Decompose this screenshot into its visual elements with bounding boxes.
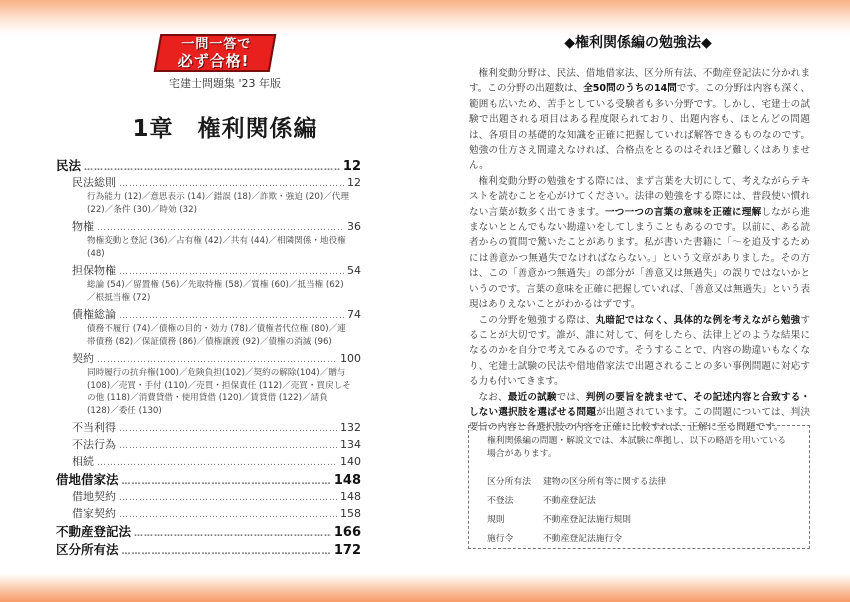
toc-entry-land-house-lease-act[interactable] <box>56 470 361 488</box>
toc-label: 不法行為 <box>72 438 116 451</box>
study-method-body <box>469 66 810 436</box>
toc-page: 54 <box>347 264 361 277</box>
series-logo <box>154 34 277 72</box>
toc-label: 民法 <box>56 158 82 173</box>
toc-entry-general-provisions[interactable] <box>56 174 361 191</box>
emphasis: 全50問のうちの14問 <box>583 83 677 95</box>
toc-page: 134 <box>340 438 361 451</box>
top-gradient-band <box>0 0 850 34</box>
toc-label: 不動産登記法 <box>56 524 132 539</box>
emphasis: 最近の試験 <box>507 391 557 403</box>
toc-entry-civil-law[interactable] <box>56 156 361 174</box>
toc-label: 相続 <box>72 455 94 468</box>
toc-label: 債権総論 <box>72 308 116 321</box>
paragraph: 権利変動分野の勉強をする際には、まず言葉を大切にして、考えながらテキストを読むことを心がけてください。法律の勉強をする際には、普段使い慣れない言葉が数多く出てきます。一つ一つの言葉の意味を正確に理解しながら進まないととんでもない勘違いをしてしまうこともあるのです。以前に、ある読者からの質問で驚いたことがあります。私が書いた書籍に「～を追及するためには善意かつ無過失でなければならない。」という文章がありました。その方は、この「善意かつ無過失」の部分が「善意又は無過失」の誤りではないかというのです。言葉の意味を正確に把握していれば、「善意又は無過失」という表現はありえないことがわかるはずです。 <box>469 175 811 311</box>
study-method-title: ◆権利関係編の勉強法◆ <box>564 35 712 51</box>
toc-page: 132 <box>340 421 361 434</box>
emphasis: 丸暗記ではなく、具体的な例を考えながら勉強 <box>595 314 801 326</box>
abbreviation: 規則 <box>487 515 505 525</box>
paragraph: なお、最近の試験では、判例の要旨を読ませて、その記述内容と合致する・しない選択肢を選ばせる問題が出題されています。この問題については、判決要旨の内容と各選択肢の内容を正確に比較すれば、正解に至る問題です。 <box>469 391 811 434</box>
abbreviation-meaning: 建物の区分所有等に関する法律 <box>543 477 667 487</box>
abbreviation-meaning: 不動産登記法 <box>543 496 596 506</box>
paragraph: 権利変動分野は、民法、借地借家法、区分所有法、不動産登記法に分かれます。この分野の出題数は、全50問のうちの14問です。この分野は内容も深く、範囲も広いため、苦手としている受験者も多い分野です。しかし、宅建士の試験で出題される項目はある程度限られており、出題内容も、ほとんどの問題は、各項目の基礎的な知識を正確に把握していれば解答できるものなのです。勉強の仕方さえ間違えなければ、合格点をとるのはそれほど難しくはありません。 <box>469 68 810 172</box>
toc-page: 148 <box>340 490 361 503</box>
toc-label: 区分所有法 <box>56 542 119 557</box>
toc-entry-unjust-enrichment[interactable] <box>56 419 361 436</box>
toc-page: 12 <box>342 159 361 174</box>
toc-entry-unit-ownership-act[interactable] <box>56 540 361 558</box>
toc-page: 148 <box>333 473 361 488</box>
toc-label: 民法総則 <box>72 176 116 189</box>
abbreviation-row <box>487 471 791 490</box>
abbreviation: 不登法 <box>487 496 514 506</box>
toc-entry-real-property-registration-act[interactable] <box>56 522 361 540</box>
bottom-gradient-band <box>0 574 850 602</box>
toc-subtopics: 行為能力 (12)／意思表示 (14)／錯誤 (18)／詐欺・強迫 (20)／代理 (22)／条件 (30)／時効 (32) <box>87 192 349 215</box>
toc-page: 140 <box>340 455 361 468</box>
abbreviation-meaning: 不動産登記法施行令 <box>543 534 623 544</box>
abbreviation-note-box <box>468 425 810 549</box>
toc-subtopics: 同時履行の抗弁権(100)／危険負担(102)／契約の解除(104)／贈与(108)／売買・手付 (110)／売買・担保責任 (112)／売買・買戻しその他 (118)／消費貸借・使用貸借 (120)／賃貸借 (122)／請負 (128)／委任 (130) <box>87 368 351 416</box>
emphasis: 判例の要旨を読ませて、その記述内容と合致する・しない選択肢を選ばせる問題 <box>469 391 811 418</box>
toc-entry-inheritance[interactable] <box>56 453 361 470</box>
toc-entry-torts[interactable] <box>56 436 361 453</box>
abbreviation-row <box>487 528 791 547</box>
abbreviation: 区分所有法 <box>487 477 531 487</box>
toc-subtopics: 総論 (54)／留置権 (56)／先取特権 (58)／質権 (60)／抵当権 (62)／根抵当権 (72) <box>87 280 344 303</box>
logo-line-2: 必ず合格! <box>177 52 250 70</box>
toc-entry-real-rights[interactable] <box>56 218 361 235</box>
toc-entry-house-lease-contract[interactable] <box>56 505 361 522</box>
toc-entry-security-interests[interactable] <box>56 262 361 279</box>
toc-entry-contracts[interactable] <box>56 350 361 367</box>
toc-label: 不当利得 <box>72 421 116 434</box>
note-intro: 権利関係編の問題・解説文では、本試験に準拠し、以下の略語を用いている場合があります。 <box>487 436 787 459</box>
table-of-contents <box>56 156 361 558</box>
toc-page: 172 <box>333 543 361 558</box>
toc-subtopics: 債務不履行 (74)／債権の目的・効力 (78)／債権者代位権 (80)／連帯債務 (82)／保証債務 (86)／債権譲渡 (92)／債権の消滅 (96) <box>87 324 346 347</box>
emphasis: 一つ一つの言葉の意味を正確に理解 <box>605 206 762 218</box>
toc-page: 74 <box>347 308 361 321</box>
toc-label: 契約 <box>72 352 94 365</box>
paragraph: この分野を勉強する際は、丸暗記ではなく、具体的な例を考えながら勉強することが大切です。誰が、誰に対して、何をしたら、法律上どのような結果になるのかを自分で考えてみるのです。そうすることで、内容の勘違いもなくなり、宅建士試験の民法や借地借家法で出題されることの多い事例問題に対応する力も付いてきます。 <box>469 314 810 388</box>
toc-page: 100 <box>340 352 361 365</box>
toc-page: 158 <box>340 507 361 520</box>
toc-label: 借家契約 <box>72 507 116 520</box>
abbreviation-row <box>487 509 791 528</box>
toc-subtopics: 物権変動と登記 (36)／占有権 (42)／共有 (44)／相隣関係・地役権 (48) <box>87 236 346 259</box>
logo-line-1: 一問一答で <box>181 37 252 52</box>
abbreviation: 施行令 <box>487 534 514 544</box>
abbreviation-meaning: 不動産登記法施行規則 <box>543 515 631 525</box>
book-title: 宅建士問題集 '23 年版 <box>168 77 281 90</box>
toc-page: 36 <box>347 220 361 233</box>
toc-label: 物権 <box>72 220 94 233</box>
toc-page: 12 <box>347 176 361 189</box>
toc-entry-land-lease-contract[interactable] <box>56 488 361 505</box>
toc-entry-obligations-general[interactable] <box>56 306 361 323</box>
toc-label: 借地借家法 <box>56 472 119 487</box>
toc-page: 166 <box>333 525 361 540</box>
chapter-title: 1章 権利関係編 <box>132 116 318 142</box>
toc-label: 借地契約 <box>72 490 116 503</box>
toc-label: 担保物権 <box>72 264 116 277</box>
abbreviation-row <box>487 490 791 509</box>
